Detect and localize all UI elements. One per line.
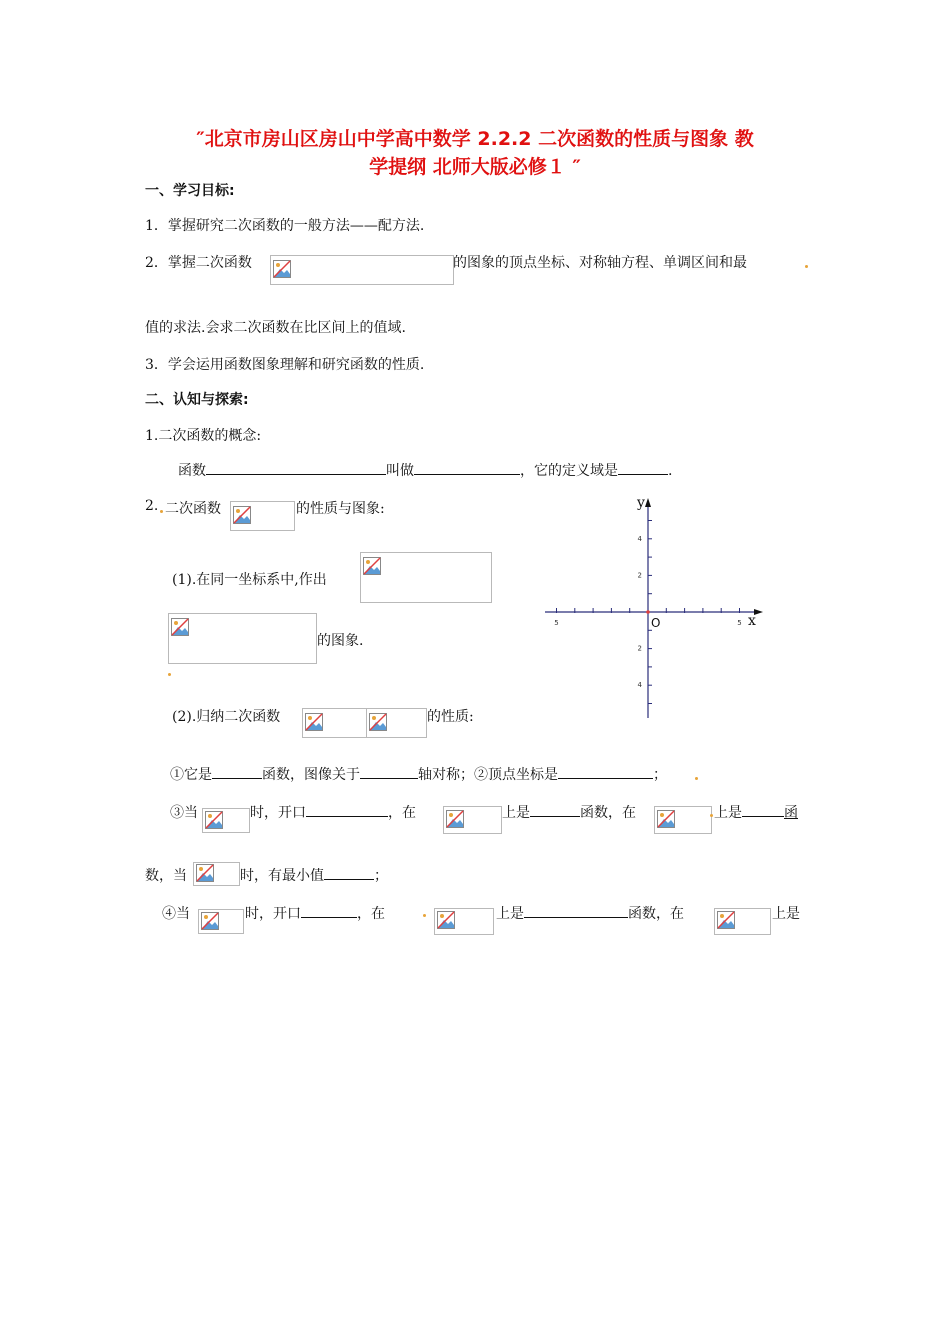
broken-image-icon	[446, 810, 464, 828]
document-title-line2: 学提纲 北师大版必修１ ″	[369, 156, 581, 178]
broken-image-icon	[233, 506, 251, 524]
text: ①它是	[170, 767, 212, 783]
text: ，在	[388, 805, 416, 821]
l2-segment	[714, 802, 798, 822]
text: 上是	[714, 805, 742, 821]
formula-image-placeholder	[714, 908, 771, 935]
marker-dot	[168, 673, 171, 676]
concept-text-c: ，它的定义域是	[520, 463, 618, 479]
properties-mid: 二次函数	[165, 501, 221, 517]
marker-dot	[710, 814, 713, 817]
formula-image-placeholder	[366, 708, 427, 738]
marker-dot	[160, 510, 163, 513]
blank-name	[414, 460, 520, 475]
formula-image-placeholder	[198, 909, 244, 934]
objective-2-suffix: 的图象的顶点坐标、对称轴方程、单调区间和最	[453, 255, 747, 271]
properties-suffix: 的性质与图象:	[296, 501, 385, 517]
subtask-2-prefix: (2).归纳二次函数	[172, 709, 281, 725]
broken-image-icon	[305, 713, 323, 731]
l3-segment	[240, 865, 388, 885]
y-tick-label: 4	[637, 534, 642, 543]
broken-image-icon	[717, 911, 735, 929]
broken-image-icon	[273, 260, 291, 278]
marker-dot	[423, 914, 426, 917]
formula-image-placeholder	[168, 613, 317, 664]
l4-a: ④当	[162, 906, 190, 922]
y-tick-label: 2	[637, 571, 642, 580]
blank	[742, 802, 784, 817]
subtask-1-suffix: 的图象.	[317, 633, 364, 649]
broken-image-icon	[363, 557, 381, 575]
blank-domain	[618, 460, 668, 475]
formula-image-placeholder	[434, 908, 494, 935]
text: 函数，在	[628, 906, 684, 922]
broken-image-icon	[437, 911, 455, 929]
l3-a: 数，当	[145, 868, 187, 884]
x-axis-label: x	[748, 613, 756, 629]
section1-heading: 一、学习目标:	[145, 183, 235, 199]
text: ；	[374, 868, 388, 884]
l2-a: ③当	[170, 805, 198, 821]
subtask-2-suffix: 的性质:	[427, 709, 474, 725]
x-tick-label: 5	[737, 619, 742, 627]
x-tick-label: 5	[554, 619, 559, 627]
y-axis-label: y	[637, 495, 645, 511]
text: 时，有最小值	[240, 868, 324, 884]
broken-image-icon	[171, 618, 189, 636]
blank	[530, 802, 580, 817]
blank	[360, 764, 418, 779]
formula-image-placeholder	[302, 708, 367, 738]
y-tick-label: 4	[637, 681, 642, 690]
text: 上是	[502, 805, 530, 821]
concept-text-d: .	[668, 463, 673, 479]
objective-3: 3．学会运用函数图象理解和研究函数的性质.	[145, 357, 425, 373]
l4-segment	[245, 903, 385, 923]
y-tick-label: 2	[637, 644, 642, 653]
text: 轴对称；②顶点坐标是	[418, 767, 558, 783]
l4-segment	[496, 903, 684, 923]
blank-function	[206, 460, 386, 475]
text: 时，开口	[245, 906, 301, 922]
l2-segment	[502, 802, 636, 822]
formula-image-placeholder	[230, 501, 295, 531]
objective-2-continued: 值的求法.会求二次函数在比区间上的值域.	[145, 320, 406, 336]
broken-image-icon	[201, 912, 219, 930]
broken-image-icon	[369, 713, 387, 731]
broken-image-icon	[205, 811, 223, 829]
blank-min-value	[324, 865, 374, 880]
formula-image-placeholder	[202, 808, 250, 833]
document-title-line1: ″北京市房山区房山中学高中数学 2.2.2 二次函数的性质与图象 教	[196, 128, 754, 150]
marker-dot	[805, 265, 808, 268]
marker-dot	[695, 777, 698, 780]
concept-line	[178, 460, 672, 480]
concept-text-b: 叫做	[386, 463, 414, 479]
formula-image-placeholder	[360, 552, 492, 603]
text: ，在	[357, 906, 385, 922]
l2-segment	[250, 802, 416, 822]
formula-image-placeholder	[193, 862, 240, 886]
text: 上是	[496, 906, 524, 922]
blank	[306, 802, 388, 817]
text: 函	[784, 805, 798, 821]
blank-vertex	[558, 764, 653, 779]
subtask-1-prefix: (1).在同一坐标系中,作出	[172, 572, 327, 588]
blank	[524, 903, 628, 918]
concept-text-a: 函数	[178, 463, 206, 479]
l4-f: 上是	[772, 906, 800, 922]
coordinate-axes	[535, 490, 775, 725]
objective-1: 1．掌握研究二次函数的一般方法——配方法.	[145, 218, 425, 234]
text: ；	[653, 767, 667, 783]
property-line-1	[170, 764, 667, 784]
broken-image-icon	[657, 810, 675, 828]
text: 函数，图像关于	[262, 767, 360, 783]
origin-label: O	[651, 616, 661, 630]
concept-title: 1.二次函数的概念:	[145, 428, 262, 444]
y-axis-arrow	[645, 498, 651, 507]
text: 函数，在	[580, 805, 636, 821]
formula-image-placeholder	[443, 806, 502, 834]
blank	[301, 903, 357, 918]
properties-prefix: 2.	[145, 498, 159, 514]
section2-heading: 二、认知与探索:	[145, 392, 249, 408]
text: 时，开口	[250, 805, 306, 821]
formula-image-placeholder	[654, 806, 712, 834]
origin-point	[646, 610, 650, 614]
broken-image-icon	[196, 864, 214, 882]
blank	[212, 764, 262, 779]
formula-image-placeholder	[270, 255, 454, 285]
objective-2-prefix: 2．掌握二次函数	[145, 255, 252, 271]
